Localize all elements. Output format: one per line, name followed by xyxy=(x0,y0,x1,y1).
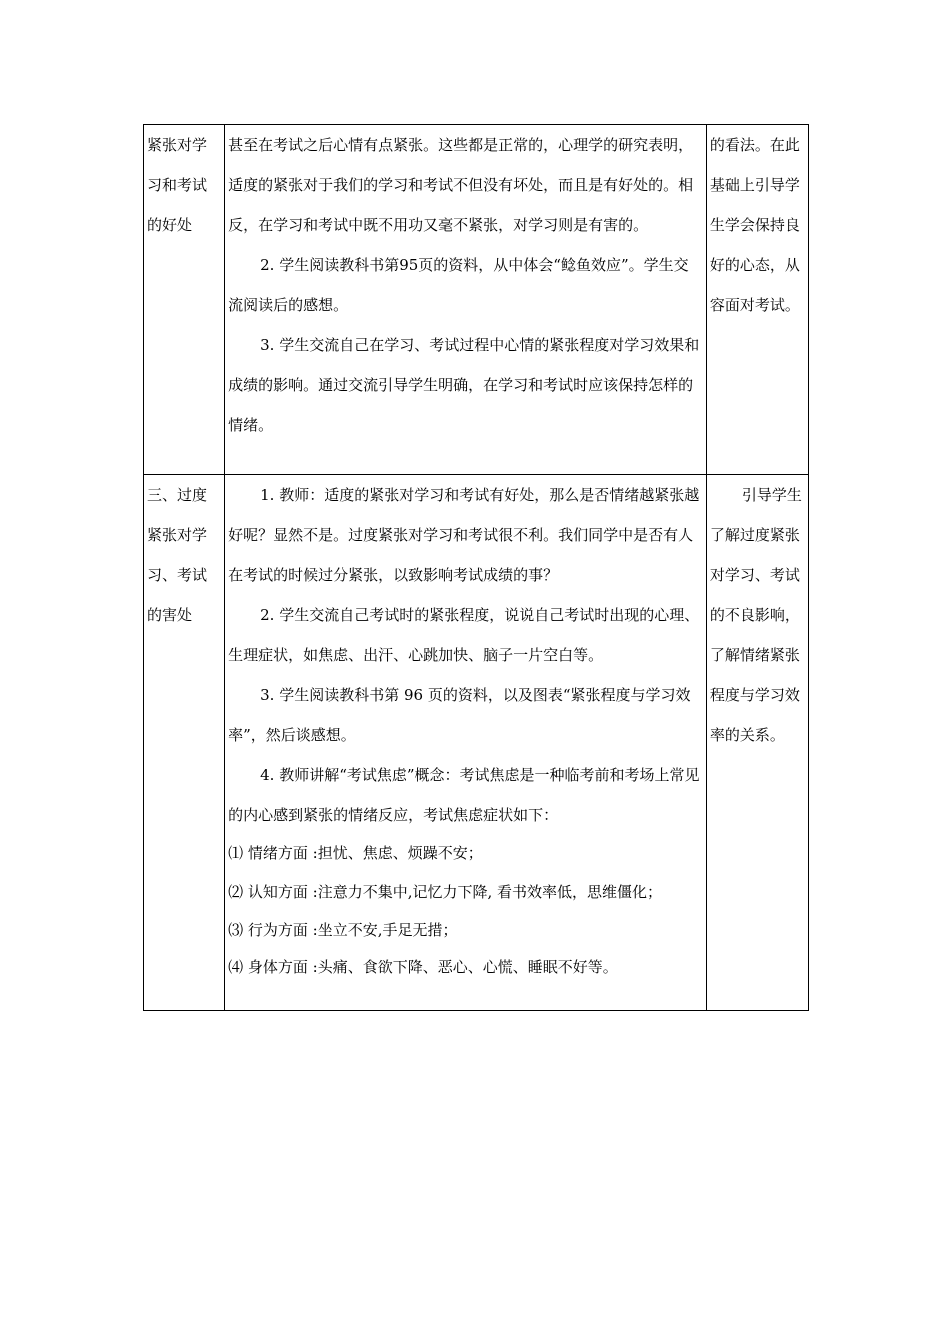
activity-paragraph: 1. 教师：适度的紧张对学习和考试有好处，那么是否情绪越紧张越好呢？显然不是。过度紧张对学习和考试很不利。我们同学中是否有人在考试的时候过分紧张，以致影响考试成绩的事？ xyxy=(228,486,700,584)
intent-text: 的看法。在此基础上引导学生学会保持良好的心态，从容面对考试。 xyxy=(709,136,800,314)
symptom-item: ⑵ 认知方面 :注意力不集中,记忆力下降, 看书效率低，思维僵化； xyxy=(228,883,663,901)
symptom-item: ⑶ 行为方面 :坐立不安,手足无措； xyxy=(228,921,458,939)
topic-cell xyxy=(144,475,225,1011)
intent-cell xyxy=(706,475,808,1011)
activity-paragraph: 2. 学生交流自己考试时的紧张程度，说说自己考试时出现的心理、生理症状，如焦虑、出汗、心跳加快、脑子一片空白等。 xyxy=(228,606,700,664)
intent-text: 引导学生了解过度紧张对学习、考试的不良影响，了解情绪紧张程度与学习效率的关系。 xyxy=(709,486,802,744)
activity-cell xyxy=(225,125,707,475)
table-row xyxy=(144,125,809,475)
lesson-plan-table xyxy=(143,124,809,1011)
symptom-item: ⑴ 情绪方面 :担忧、焦虑、烦躁不安； xyxy=(228,844,483,862)
topic-cell xyxy=(144,125,225,475)
activity-paragraph: 4. 教师讲解“考试焦虑”概念：考试焦虑是一种临考前和考场上常见的内心感到紧张的情绪反应，考试焦虑症状如下： xyxy=(228,766,700,824)
activity-paragraph: 2. 学生阅读教科书第95页的资料，从中体会“鲶鱼效应”。学生交流阅读后的感想。 xyxy=(228,256,689,314)
topic-text: 三、过度紧张对学习、考试的害处 xyxy=(147,486,208,624)
activity-paragraph: 3. 学生交流自己在学习、考试过程中心情的紧张程度对学习效果和成绩的影响。通过交流引导学生明确，在学习和考试时应该保持怎样的情绪。 xyxy=(228,336,700,434)
intent-cell xyxy=(706,125,808,475)
symptom-item: ⑷ 身体方面 :头痛、食欲下降、恶心、心慌、睡眠不好等。 xyxy=(228,958,618,976)
activity-paragraph: 甚至在考试之后心情有点紧张。这些都是正常的，心理学的研究表明，适度的紧张对于我们的学习和考试不但没有坏处，而且是有好处的。相反，在学习和考试中既不用功又毫不紧张，对学习则是有害的。 xyxy=(228,136,694,234)
table-row xyxy=(144,475,809,1011)
activity-cell xyxy=(225,475,707,1011)
activity-paragraph: 3. 学生阅读教科书第 96 页的资料，以及图表“紧张程度与学习效率”，然后谈感想。 xyxy=(228,686,691,744)
topic-text: 紧张对学习和考试的好处 xyxy=(147,136,208,234)
